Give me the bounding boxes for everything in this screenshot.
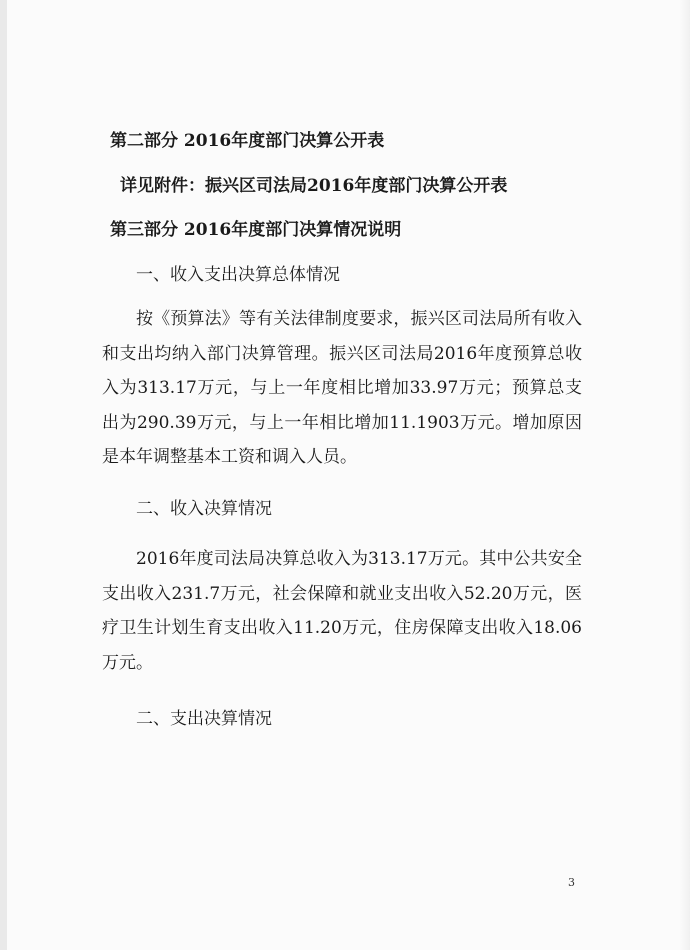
- part3-heading: 第三部分 2016年度部门决算情况说明: [110, 220, 402, 240]
- page-number: 3: [568, 876, 575, 889]
- appendix-line: 详见附件：振兴区司法局2016年度部门决算公开表: [120, 176, 508, 196]
- scan-shadow: [680, 0, 690, 950]
- section1-heading: 一、收入支出决算总体情况: [136, 265, 340, 285]
- section1-paragraph: 按《预算法》等有关法律制度要求，振兴区司法局所有收入和支出均纳入部门决算管理。振兴区司法局2016年度预算总收入为313.17万元，与上一年度相比增加33.97万元；预算总支出为290.39万元，与上一年相比增加11.1903万元。增加原因是本年调整基本工资和调入人员。: [102, 309, 582, 467]
- scan-edge: [0, 0, 7, 950]
- section2-paragraph: 2016年度司法局决算总收入为313.17万元。其中公共安全支出收入231.7万元，社会保障和就业支出收入52.20万元，医疗卫生计划生育支出收入11.20万元，住房保障支出收入18.06万元。: [102, 549, 582, 673]
- section2-heading: 二、收入决算情况: [136, 499, 272, 519]
- section3-heading: 二、支出决算情况: [136, 709, 272, 729]
- part2-heading: 第二部分 2016年度部门决算公开表: [110, 131, 385, 151]
